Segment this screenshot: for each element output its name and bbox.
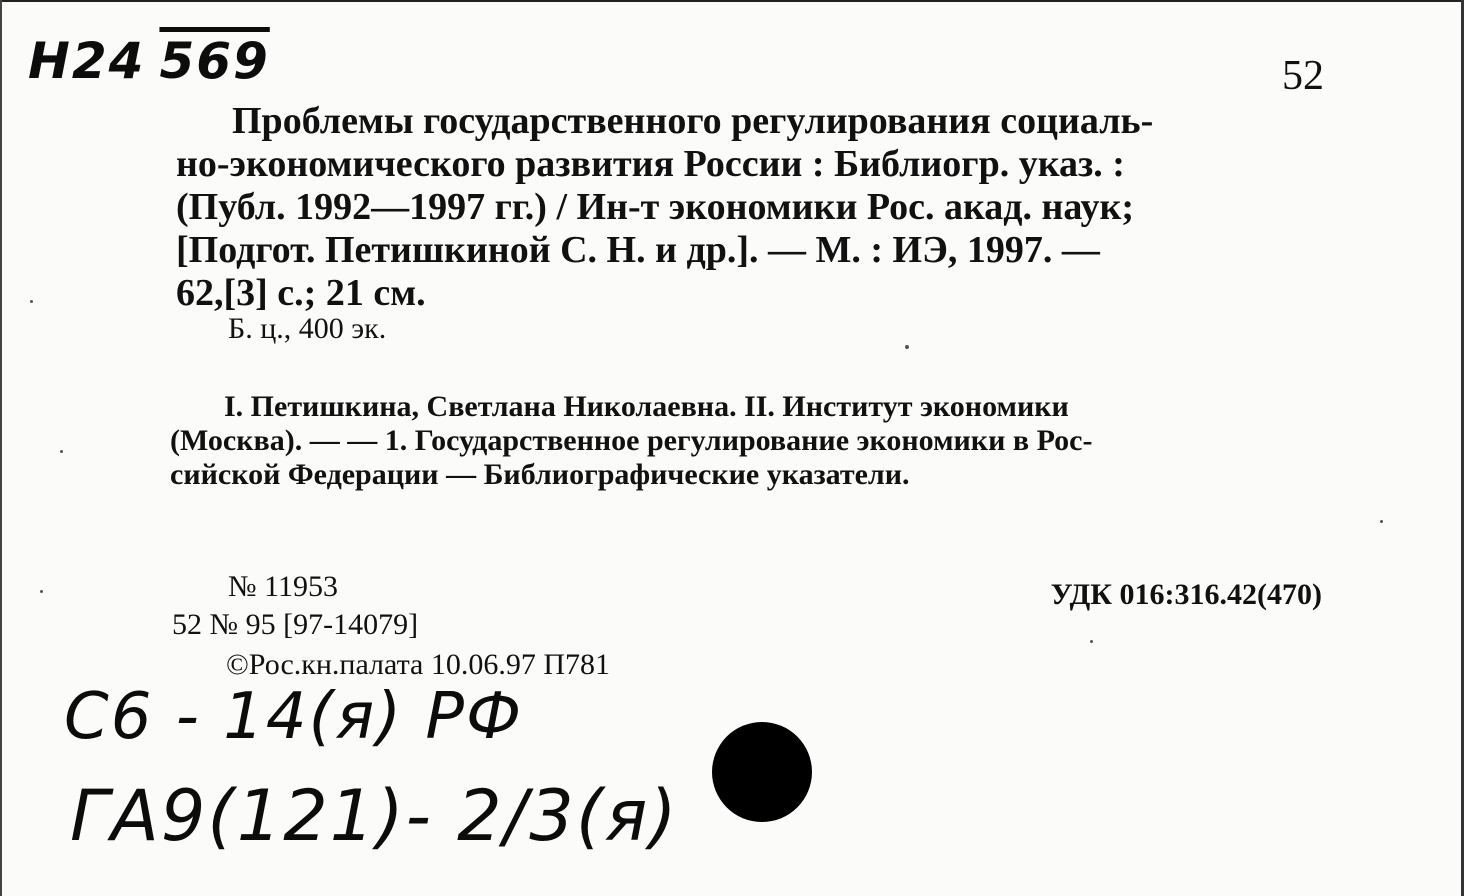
card-edge-top (0, 0, 1464, 2)
handwritten-code-number: 569 (159, 32, 270, 90)
record-number: № 11953 (228, 570, 339, 603)
copyright-line: ©Рос.кн.палата 10.06.97 П781 (226, 648, 611, 681)
scan-speck (905, 345, 909, 349)
notes-line: (Москва). — — 1. Государственное регулирование экономики в Рос- (170, 424, 1093, 457)
title-line: (Публ. 1992—1997 гг.) / Ин-т экономики Рос. акад. наук; (176, 186, 1135, 228)
scan-speck (60, 450, 63, 453)
bibliographic-description (176, 100, 1326, 315)
title-line: 62,[3] с.; 21 см. (176, 272, 426, 314)
scan-speck (40, 590, 43, 593)
card-edge-left (0, 0, 2, 896)
card-number: 52 (1282, 53, 1324, 99)
udk-code: УДК 016:316.42(470) (1050, 578, 1322, 611)
handwritten-code (28, 32, 270, 90)
handwritten-classification: С6 - 14(я) РФ (64, 680, 524, 754)
scan-speck (30, 300, 33, 303)
title-line: Проблемы государственного регулирования социаль- (232, 100, 1154, 142)
scan-speck (1380, 520, 1383, 523)
scan-speck (1090, 640, 1093, 643)
price-line: Б. ц., 400 эк. (228, 312, 387, 345)
title-line: но-экономического развития России : Библиогр. указ. : (176, 143, 1125, 185)
title-line: [Подгот. Петишкиной С. Н. и др.]. — М. : ИЭ, 1997. — (176, 229, 1100, 271)
handwritten-code-prefix: Н24 (28, 32, 146, 90)
notes-line: I. Петишкина, Светлана Николаевна. II. Институт экономики (224, 390, 1069, 423)
punch-hole (712, 722, 812, 822)
subject-notes (170, 390, 1322, 492)
record-number-secondary: 52 № 95 [97-14079] (172, 608, 419, 641)
notes-line: сийской Федерации — Библиографические указатели. (170, 458, 910, 491)
handwritten-shelf-mark: ГА9(121)- 2/3(я) (70, 775, 679, 857)
